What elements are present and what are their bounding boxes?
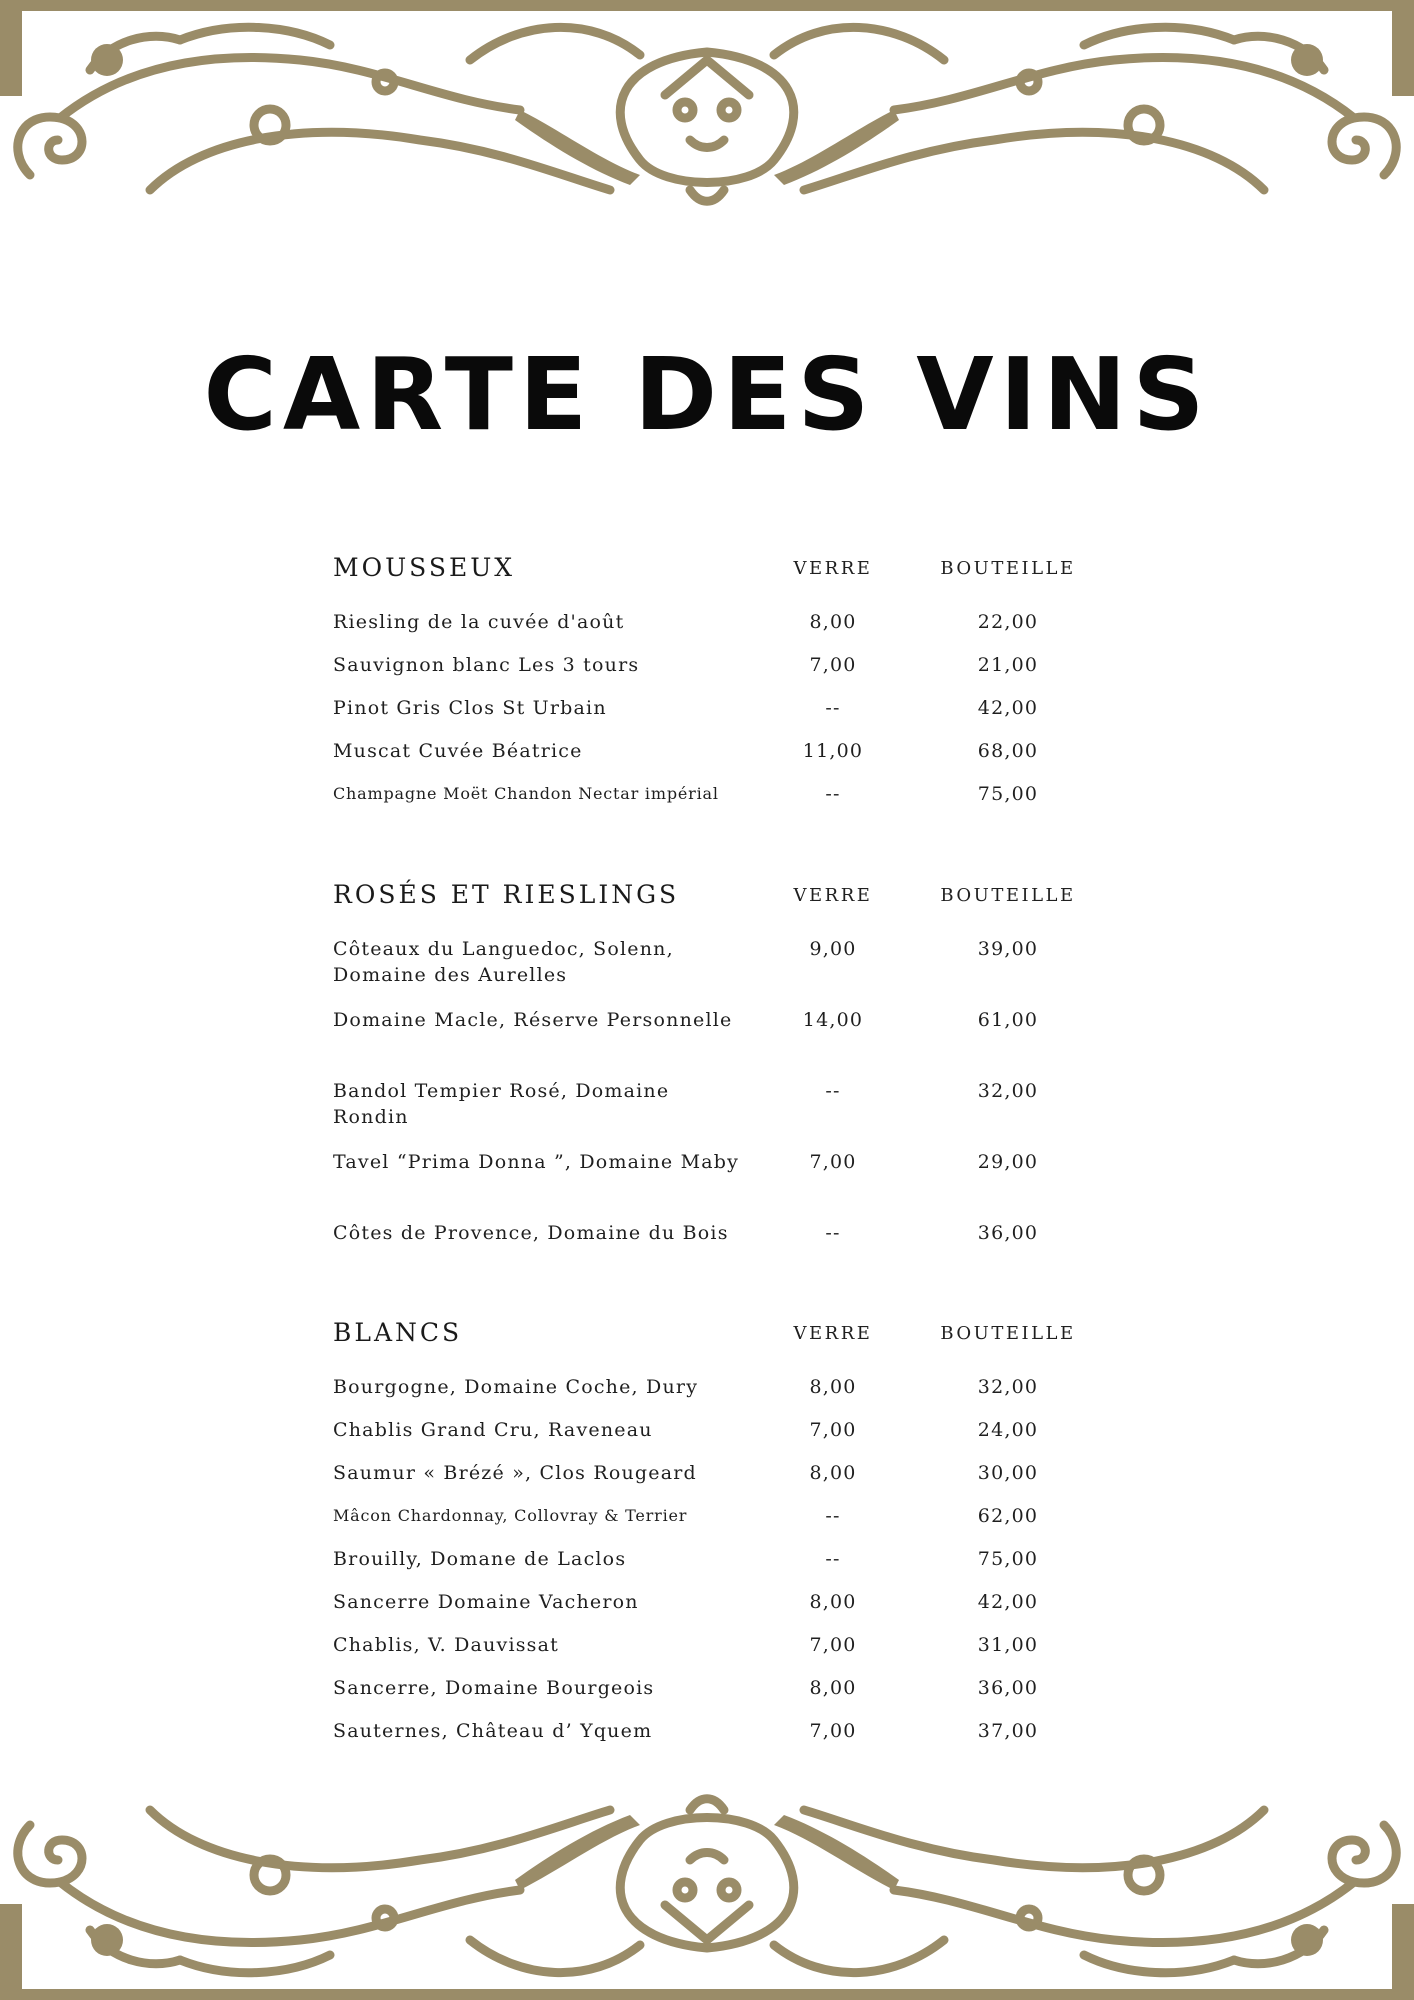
glass-column-header: VERRE bbox=[793, 1323, 873, 1344]
section-title: ROSÉS ET RIESLINGS bbox=[333, 880, 680, 909]
wine-name: Mâcon Chardonnay, Collovray & Terrier bbox=[333, 1506, 688, 1525]
wine-name: Champagne Moët Chandon Nectar impérial bbox=[333, 784, 719, 803]
glass-price: 7,00 bbox=[809, 1419, 857, 1441]
bottle-price: 24,00 bbox=[977, 1419, 1039, 1441]
section-title: BLANCS bbox=[333, 1318, 463, 1347]
wine-name: Bourgogne, Domaine Coche, Dury bbox=[333, 1376, 699, 1398]
wine-name: Côtes de Provence, Domaine du Bois bbox=[333, 1222, 729, 1244]
bottle-price: 32,00 bbox=[977, 1080, 1039, 1102]
page-title: CARTE DES VINS bbox=[203, 336, 1211, 453]
glass-price: -- bbox=[825, 783, 841, 805]
wine-name: Riesling de la cuvée d'août bbox=[333, 611, 625, 633]
wine-name: Côteaux du Languedoc, Solenn, Domaine des Aurelles bbox=[333, 938, 674, 986]
wine-name: Sancerre, Domaine Bourgeois bbox=[333, 1677, 655, 1699]
glass-price: 7,00 bbox=[809, 1151, 857, 1173]
glass-price: 7,00 bbox=[809, 1720, 857, 1742]
glass-column-header: VERRE bbox=[793, 885, 873, 906]
wine-name: Brouilly, Domane de Laclos bbox=[333, 1548, 627, 1570]
bottle-price: 75,00 bbox=[977, 783, 1039, 805]
bottle-price: 62,00 bbox=[977, 1505, 1039, 1527]
bottle-price: 30,00 bbox=[977, 1462, 1039, 1484]
wine-name: Muscat Cuvée Béatrice bbox=[333, 740, 583, 762]
wine-name: Bandol Tempier Rosé, Domaine Rondin bbox=[333, 1080, 670, 1128]
glass-price: -- bbox=[825, 697, 841, 719]
bottle-price: 42,00 bbox=[977, 697, 1039, 719]
bottle-column-header: BOUTEILLE bbox=[940, 885, 1076, 906]
section-title: MOUSSEUX bbox=[333, 553, 516, 582]
bottle-price: 21,00 bbox=[977, 654, 1039, 676]
bottle-price: 36,00 bbox=[977, 1677, 1039, 1699]
glass-price: 8,00 bbox=[809, 1677, 857, 1699]
wine-name: Saumur « Brézé », Clos Rougeard bbox=[333, 1462, 697, 1484]
bottle-column-header: BOUTEILLE bbox=[940, 1323, 1076, 1344]
wine-name: Domaine Macle, Réserve Personnelle bbox=[333, 1009, 733, 1031]
glass-price: 7,00 bbox=[809, 1634, 857, 1656]
bottle-price: 36,00 bbox=[977, 1222, 1039, 1244]
glass-price: 11,00 bbox=[802, 740, 864, 762]
bottle-price: 31,00 bbox=[977, 1634, 1039, 1656]
bottle-price: 29,00 bbox=[977, 1151, 1039, 1173]
glass-price: -- bbox=[825, 1548, 841, 1570]
section-header bbox=[0, 1318, 1414, 1358]
wine-name: Sauternes, Château d’ Yquem bbox=[333, 1720, 653, 1742]
wine-name: Chablis, V. Dauvissat bbox=[333, 1634, 559, 1656]
glass-price: 7,00 bbox=[809, 654, 857, 676]
bottle-price: 68,00 bbox=[977, 740, 1039, 762]
bottle-price: 37,00 bbox=[977, 1720, 1039, 1742]
top-ornament bbox=[0, 0, 1414, 210]
bottle-price: 22,00 bbox=[977, 611, 1039, 633]
bottle-price: 39,00 bbox=[977, 938, 1039, 960]
glass-price: -- bbox=[825, 1080, 841, 1102]
section-header bbox=[0, 880, 1414, 920]
section-header bbox=[0, 553, 1414, 593]
glass-price: 9,00 bbox=[809, 938, 857, 960]
wine-name: Chablis Grand Cru, Raveneau bbox=[333, 1419, 653, 1441]
bottle-price: 61,00 bbox=[977, 1009, 1039, 1031]
glass-column-header: VERRE bbox=[793, 558, 873, 579]
wine-name: Sancerre Domaine Vacheron bbox=[333, 1591, 639, 1613]
glass-price: 14,00 bbox=[802, 1009, 864, 1031]
bottle-column-header: BOUTEILLE bbox=[940, 558, 1076, 579]
wine-name: Pinot Gris Clos St Urbain bbox=[333, 697, 607, 719]
glass-price: 8,00 bbox=[809, 1462, 857, 1484]
bottle-price: 75,00 bbox=[977, 1548, 1039, 1570]
bottom-ornament bbox=[0, 1790, 1414, 2000]
glass-price: 8,00 bbox=[809, 1591, 857, 1613]
glass-price: -- bbox=[825, 1505, 841, 1527]
glass-price: 8,00 bbox=[809, 611, 857, 633]
glass-price: -- bbox=[825, 1222, 841, 1244]
wine-name: Sauvignon blanc Les 3 tours bbox=[333, 654, 640, 676]
bottle-price: 32,00 bbox=[977, 1376, 1039, 1398]
glass-price: 8,00 bbox=[809, 1376, 857, 1398]
bottle-price: 42,00 bbox=[977, 1591, 1039, 1613]
wine-name: Tavel “Prima Donna ”, Domaine Maby bbox=[333, 1151, 740, 1173]
